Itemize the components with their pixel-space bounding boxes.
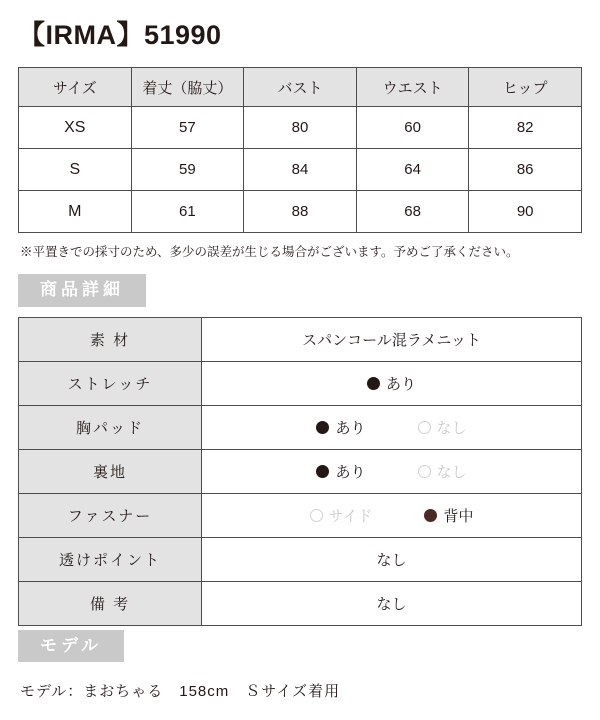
detail-table-body — [19, 317, 582, 625]
option-bust-pad-yes — [316, 417, 365, 438]
option-lining-no — [418, 461, 467, 482]
detail-value-stretch — [202, 361, 582, 405]
cell-bust: 84 — [244, 149, 357, 191]
col-header-hip: ヒップ — [469, 68, 582, 107]
empty-circle-icon — [418, 465, 431, 478]
size-table-body — [19, 107, 582, 233]
detail-label-material: 素 材 — [19, 317, 202, 361]
detail-label-zipper: ファスナー — [19, 493, 202, 537]
section-heading-model: モデル — [18, 630, 124, 663]
cell-size: S — [19, 149, 132, 191]
table-row — [19, 537, 582, 581]
table-header-row — [19, 68, 582, 107]
cell-size: XS — [19, 107, 132, 149]
option-bust-pad-no — [418, 417, 467, 438]
option-label: なし — [436, 463, 467, 481]
size-table — [18, 67, 582, 233]
cell-hip: 82 — [469, 107, 582, 149]
page-title: 【IRMA】51990 — [18, 20, 222, 50]
cell-length: 57 — [131, 107, 244, 149]
cell-hip: 86 — [469, 149, 582, 191]
detail-value-material: スパンコール混ラメニット — [202, 317, 582, 361]
option-lining-yes — [316, 461, 365, 482]
detail-value-sheer-point: なし — [202, 537, 582, 581]
option-label: あり — [335, 419, 366, 437]
col-header-bust: バスト — [244, 68, 357, 107]
cell-waist: 64 — [356, 149, 469, 191]
option-label: あり — [385, 375, 416, 393]
option-group-zipper — [202, 505, 581, 526]
detail-value-lining — [202, 449, 582, 493]
detail-value-bust-pad — [202, 405, 582, 449]
cell-bust: 88 — [244, 191, 357, 233]
size-table-head — [19, 68, 582, 107]
empty-circle-icon — [418, 421, 431, 434]
table-row — [19, 317, 582, 361]
cell-hip: 90 — [469, 191, 582, 233]
cell-waist: 60 — [356, 107, 469, 149]
detail-label-remarks: 備 考 — [19, 581, 202, 625]
model-info: モデル：まおちゃる 158cm Ｓサイズ着用 — [20, 683, 341, 701]
option-group-bust-pad — [202, 417, 581, 438]
detail-label-stretch: ストレッチ — [19, 361, 202, 405]
option-zipper-side — [310, 505, 373, 526]
detail-table — [18, 317, 582, 626]
cell-size: M — [19, 191, 132, 233]
option-label: あり — [335, 463, 366, 481]
table-row — [19, 361, 582, 405]
table-row — [19, 449, 582, 493]
table-row — [19, 493, 582, 537]
filled-circle-icon — [424, 509, 437, 522]
table-row — [19, 191, 582, 233]
option-label: 背中 — [443, 507, 474, 525]
table-row — [19, 581, 582, 625]
detail-value-zipper — [202, 493, 582, 537]
cell-length: 59 — [131, 149, 244, 191]
col-header-waist: ウエスト — [356, 68, 469, 107]
filled-circle-icon — [316, 465, 329, 478]
detail-label-lining: 裏地 — [19, 449, 202, 493]
detail-label-bust-pad: 胸パッド — [19, 405, 202, 449]
detail-label-sheer-point: 透けポイント — [19, 537, 202, 581]
option-label: サイド — [328, 507, 373, 525]
table-row — [19, 107, 582, 149]
measurement-note: ※平置きでの採寸のため、多少の誤差が生じる場合がございます。予めご了承ください。 — [20, 245, 519, 259]
table-row — [19, 405, 582, 449]
option-label: なし — [436, 419, 467, 437]
option-zipper-back — [424, 505, 473, 526]
cell-bust: 80 — [244, 107, 357, 149]
filled-circle-icon — [367, 377, 380, 390]
filled-circle-icon — [316, 421, 329, 434]
empty-circle-icon — [310, 509, 323, 522]
cell-length: 61 — [131, 191, 244, 233]
option-stretch-yes — [367, 373, 416, 394]
section-heading-detail: 商品詳細 — [18, 274, 146, 307]
col-header-length: 着丈（脇丈） — [131, 68, 244, 107]
table-row — [19, 149, 582, 191]
option-group-lining — [202, 461, 581, 482]
col-header-size: サイズ — [19, 68, 132, 107]
detail-value-remarks: なし — [202, 581, 582, 625]
cell-waist: 68 — [356, 191, 469, 233]
